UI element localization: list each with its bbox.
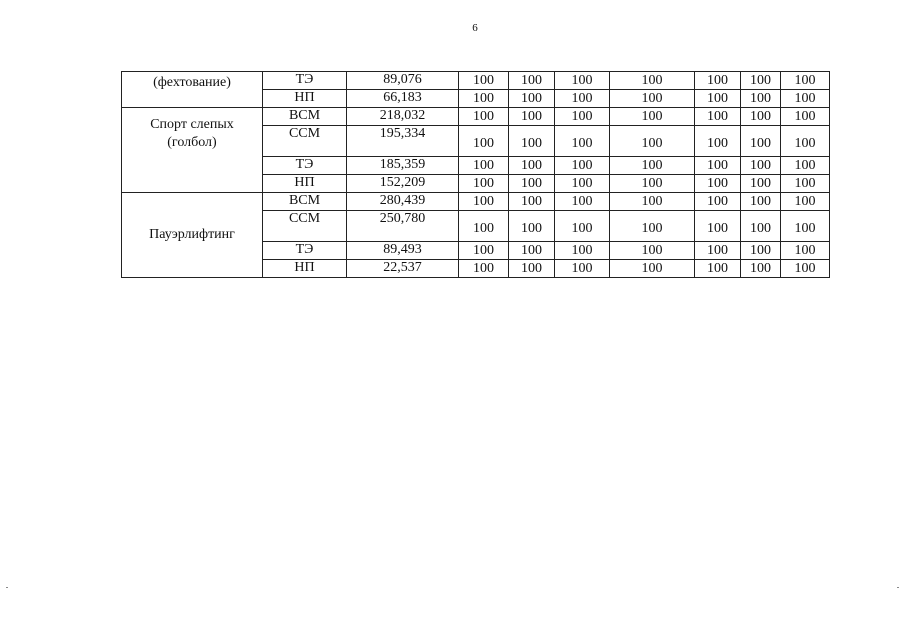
percent-cell: 100 xyxy=(459,193,509,211)
percent-cell: 100 xyxy=(741,157,781,175)
percent-cell: 100 xyxy=(509,193,555,211)
percent-cell: 100 xyxy=(695,211,741,242)
stage-cell: ССМ xyxy=(263,126,347,157)
sport-name-line: (голбол) xyxy=(167,135,217,150)
percent-cell: 100 xyxy=(781,108,830,126)
value-cell: 195,334 xyxy=(347,126,459,157)
sport-name-line: (фехтование) xyxy=(153,75,231,90)
percent-cell: 100 xyxy=(555,157,610,175)
percent-cell: 100 xyxy=(509,260,555,278)
percent-cell: 100 xyxy=(555,193,610,211)
percent-cell: 100 xyxy=(695,193,741,211)
percent-cell: 100 xyxy=(741,90,781,108)
percent-cell: 100 xyxy=(741,126,781,157)
percent-cell: 100 xyxy=(695,242,741,260)
percent-cell: 100 xyxy=(555,260,610,278)
percent-cell: 100 xyxy=(695,72,741,90)
percent-cell: 100 xyxy=(695,108,741,126)
percent-cell: 100 xyxy=(509,157,555,175)
percent-cell: 100 xyxy=(610,242,695,260)
percent-cell: 100 xyxy=(509,175,555,193)
percent-cell: 100 xyxy=(459,211,509,242)
value-cell: 89,493 xyxy=(347,242,459,260)
percent-cell: 100 xyxy=(695,260,741,278)
percent-cell: 100 xyxy=(555,175,610,193)
percent-cell: 100 xyxy=(741,260,781,278)
percent-cell: 100 xyxy=(610,108,695,126)
percent-cell: 100 xyxy=(459,242,509,260)
percent-cell: 100 xyxy=(741,72,781,90)
stage-cell: НП xyxy=(263,175,347,193)
percent-cell: 100 xyxy=(741,193,781,211)
percent-cell: 100 xyxy=(781,72,830,90)
percent-cell: 100 xyxy=(610,72,695,90)
percent-cell: 100 xyxy=(781,193,830,211)
value-cell: 185,359 xyxy=(347,157,459,175)
percent-cell: 100 xyxy=(555,72,610,90)
percent-cell: 100 xyxy=(509,211,555,242)
percent-cell: 100 xyxy=(509,242,555,260)
percent-cell: 100 xyxy=(459,175,509,193)
percent-cell: 100 xyxy=(509,108,555,126)
percent-cell: 100 xyxy=(610,211,695,242)
page-number: 6 xyxy=(472,22,478,34)
percent-cell: 100 xyxy=(781,90,830,108)
percent-cell: 100 xyxy=(741,211,781,242)
percent-cell: 100 xyxy=(781,211,830,242)
table-row xyxy=(122,193,830,211)
percent-cell: 100 xyxy=(695,90,741,108)
percent-cell: 100 xyxy=(781,157,830,175)
stage-cell: НП xyxy=(263,260,347,278)
stage-cell: ВСМ xyxy=(263,108,347,126)
percent-cell: 100 xyxy=(781,260,830,278)
percent-cell: 100 xyxy=(459,108,509,126)
percent-cell: 100 xyxy=(509,90,555,108)
value-cell: 152,209 xyxy=(347,175,459,193)
stage-cell: ТЭ xyxy=(263,72,347,90)
percent-cell: 100 xyxy=(459,72,509,90)
sport-name-cell xyxy=(122,72,263,108)
percent-cell: 100 xyxy=(509,126,555,157)
sport-name-cell xyxy=(122,108,263,193)
percent-cell: 100 xyxy=(610,126,695,157)
percent-cell: 100 xyxy=(555,242,610,260)
percent-cell: 100 xyxy=(741,242,781,260)
stage-cell: ТЭ xyxy=(263,157,347,175)
percent-cell: 100 xyxy=(610,175,695,193)
percent-cell: 100 xyxy=(695,126,741,157)
value-cell: 218,032 xyxy=(347,108,459,126)
percent-cell: 100 xyxy=(459,126,509,157)
percent-cell: 100 xyxy=(781,175,830,193)
scan-mark xyxy=(897,587,899,588)
sport-name-cell xyxy=(122,193,263,278)
percent-cell: 100 xyxy=(741,108,781,126)
percent-cell: 100 xyxy=(555,90,610,108)
percent-cell: 100 xyxy=(610,157,695,175)
stage-cell: НП xyxy=(263,90,347,108)
table-row xyxy=(122,108,830,126)
standards-table xyxy=(121,71,830,278)
stage-cell: ССМ xyxy=(263,211,347,242)
stage-cell: ВСМ xyxy=(263,193,347,211)
value-cell: 89,076 xyxy=(347,72,459,90)
stage-cell: ТЭ xyxy=(263,242,347,260)
percent-cell: 100 xyxy=(555,126,610,157)
percent-cell: 100 xyxy=(610,193,695,211)
sport-name-line: Спорт слепых xyxy=(150,117,234,132)
percent-cell: 100 xyxy=(741,175,781,193)
value-cell: 280,439 xyxy=(347,193,459,211)
value-cell: 66,183 xyxy=(347,90,459,108)
percent-cell: 100 xyxy=(509,72,555,90)
percent-cell: 100 xyxy=(555,211,610,242)
value-cell: 250,780 xyxy=(347,211,459,242)
percent-cell: 100 xyxy=(695,175,741,193)
scan-mark xyxy=(6,587,8,588)
percent-cell: 100 xyxy=(459,157,509,175)
percent-cell: 100 xyxy=(459,90,509,108)
percent-cell: 100 xyxy=(459,260,509,278)
sport-name-line: Пауэрлифтинг xyxy=(149,227,235,242)
percent-cell: 100 xyxy=(781,126,830,157)
percent-cell: 100 xyxy=(555,108,610,126)
percent-cell: 100 xyxy=(695,157,741,175)
percent-cell: 100 xyxy=(610,260,695,278)
table-row xyxy=(122,72,830,90)
percent-cell: 100 xyxy=(610,90,695,108)
percent-cell: 100 xyxy=(781,242,830,260)
value-cell: 22,537 xyxy=(347,260,459,278)
